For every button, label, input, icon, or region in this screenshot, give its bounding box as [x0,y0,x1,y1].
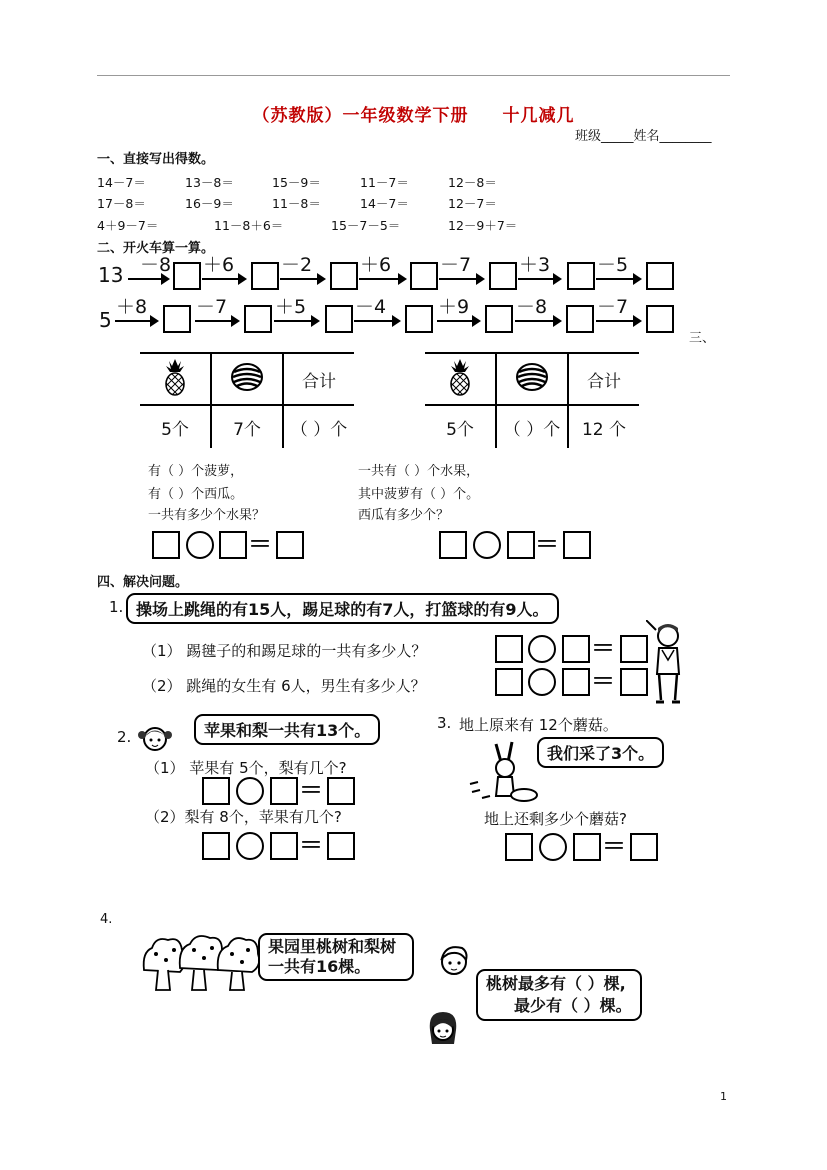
operator-circle[interactable] [236,832,264,860]
equation: 12－8＝ [448,175,497,190]
equation: 14－7＝ [360,196,409,211]
table-cell: 12 个 [568,405,639,448]
arrow [518,278,560,280]
answer-box[interactable] [485,305,513,333]
answer-box[interactable] [152,531,180,559]
answer-box[interactable] [163,305,191,333]
operator-circle[interactable] [236,777,264,805]
answer-box[interactable] [173,262,201,290]
equals-sign: ＝ [248,530,272,558]
header-rule [97,75,730,76]
problem-number: 1. [109,598,124,616]
page-title: （苏教版）一年级数学下册 十几减几 [252,106,575,126]
train-op: －4 [355,296,387,318]
answer-box[interactable] [410,262,438,290]
arrow [439,278,483,280]
watermelon-icon [496,353,568,405]
problem-text: 地上原来有 12个蘑菇。 [459,716,618,734]
answer-box[interactable] [495,668,523,696]
speech-bubble: 操场上跳绳的有15人，踢足球的有7人，打篮球的有9人。 [126,593,559,624]
train-op: －8 [140,254,172,276]
section4-heading: 四、解决问题。 [97,575,189,590]
arrow [115,320,157,322]
question-line: （1） 踢毽子的和踢足球的一共有多少人？ [142,642,427,660]
answer-box[interactable] [489,262,517,290]
operator-circle[interactable] [473,531,501,559]
train-op: ＋8 [116,296,148,318]
question-line: 其中菠萝有（ ）个。 [358,487,480,502]
total-header: 合计 [283,353,354,405]
answer-box[interactable] [244,305,272,333]
table-cell: 5个 [140,405,211,448]
arrow [195,320,238,322]
train-op: －5 [597,254,629,276]
answer-box[interactable] [630,833,658,861]
speech-bubble [476,969,642,1021]
arrow [128,278,168,280]
equation: 14－7＝ [97,175,146,190]
equals-sign: ＝ [299,776,323,804]
train-op: －7 [597,296,629,318]
answer-box[interactable] [646,262,674,290]
section2-heading: 二、开火车算一算。 [97,241,215,256]
train-op: －8 [516,296,548,318]
answer-box[interactable] [562,635,590,663]
train-op: －2 [281,254,313,276]
arrow [596,320,640,322]
question-line: （1） 苹果有 5个，梨有几个? [145,759,347,777]
girl-icon [424,1008,462,1048]
train-op: ＋9 [438,296,470,318]
answer-box[interactable] [270,777,298,805]
equation: 11－8＋6＝ [214,218,284,233]
train-op: ＋6 [203,254,235,276]
girl-icon [137,722,173,754]
train-start: 5 [99,308,112,332]
answer-box[interactable] [202,832,230,860]
equals-sign: ＝ [299,831,323,859]
equation: 11－7＝ [360,175,409,190]
section3-heading: 三、 [689,331,716,346]
equals-sign: ＝ [591,634,615,662]
train-op: ＋3 [519,254,551,276]
boy-icon [646,620,688,706]
arrow [202,278,245,280]
equation: 12－9＋7＝ [448,218,518,233]
arrow [359,278,405,280]
fruit-table-1 [140,352,354,448]
equals-sign: ＝ [602,832,626,860]
answer-box[interactable] [495,635,523,663]
question-line: 一共有（ ）个水果， [358,464,480,479]
answer-box[interactable] [567,262,595,290]
fruit-table-2 [425,352,639,448]
answer-box[interactable] [327,832,355,860]
train-start: 13 [98,263,124,287]
arrow [515,320,560,322]
problem-number: 3. [437,714,452,732]
answer-box[interactable] [573,833,601,861]
equation: 4＋9－7＝ [97,218,159,233]
pineapple-icon [140,353,211,405]
class-name-line: 班级_____姓名________ [575,129,712,144]
answer-box[interactable] [439,531,467,559]
equation: 13－8＝ [185,175,234,190]
train-op: ＋5 [275,296,307,318]
bubble-line: 桃树最多有（ ）棵, [486,974,626,993]
operator-circle[interactable] [186,531,214,559]
problem-number: 2. [117,728,132,746]
problem-number: 4. [100,912,113,927]
question-line: 一共有多少个水果？ [148,508,266,523]
answer-box[interactable] [327,777,355,805]
arrow [437,320,479,322]
answer-box[interactable] [566,305,594,333]
answer-box[interactable] [562,668,590,696]
answer-box[interactable] [202,777,230,805]
page-number: 1 [720,1090,727,1103]
question-line: （2） 跳绳的女生有 6人，男生有多少人？ [142,677,426,695]
answer-box[interactable] [325,305,353,333]
answer-box[interactable] [563,531,591,559]
answer-box[interactable] [270,832,298,860]
speech-bubble: 我们采了3个。 [537,737,664,768]
answer-box[interactable] [620,635,648,663]
operator-circle[interactable] [539,833,567,861]
answer-box[interactable] [646,305,674,333]
answer-box[interactable] [507,531,535,559]
table-cell[interactable]: （ ）个 [496,405,568,448]
train-op: －7 [440,254,472,276]
arrow [274,320,318,322]
table-cell: 5个 [425,405,496,448]
watermelon-icon [211,353,283,405]
table-cell: 7个 [211,405,283,448]
equation: 15－7－5＝ [331,218,401,233]
arrow [280,278,324,280]
equals-sign: ＝ [535,530,559,558]
answer-box[interactable] [219,531,247,559]
speech-bubble: 苹果和梨一共有13个。 [194,714,380,745]
section1-heading: 一、直接写出得数。 [97,152,215,167]
equation: 12－7＝ [448,196,497,211]
question-line: 西瓜有多少个？ [358,508,450,523]
answer-box[interactable] [405,305,433,333]
speech-bubble: 果园里桃树和梨树一共有16棵。 [258,933,414,981]
bubble-line: 最少有（ ）棵。 [514,996,632,1015]
equation: 16－9＝ [185,196,234,211]
question-line: （2）梨有 8个，苹果有几个? [145,808,342,826]
orchard-trees-icon [140,930,262,994]
total-header: 合计 [568,353,639,405]
equation: 11－8＝ [272,196,321,211]
operator-circle[interactable] [528,668,556,696]
rabbit-icon [468,740,548,806]
train-op: ＋6 [360,254,392,276]
answer-box[interactable] [330,262,358,290]
operator-circle[interactable] [528,635,556,663]
girl-icon [432,940,474,980]
table-cell[interactable]: （ ）个 [283,405,354,448]
pineapple-icon [425,353,496,405]
answer-box[interactable] [620,668,648,696]
question-line: 有（ ）个菠萝， [148,464,244,479]
answer-box[interactable] [276,531,304,559]
answer-box[interactable] [505,833,533,861]
equals-sign: ＝ [591,667,615,695]
answer-box[interactable] [251,262,279,290]
train-op: －7 [196,296,228,318]
equation: 15－9＝ [272,175,321,190]
arrow [596,278,640,280]
question-line: 有（ ）个西瓜。 [148,487,244,502]
question-line: 地上还剩多少个蘑菇? [484,810,627,828]
arrow [354,320,399,322]
equation: 17－8＝ [97,196,146,211]
